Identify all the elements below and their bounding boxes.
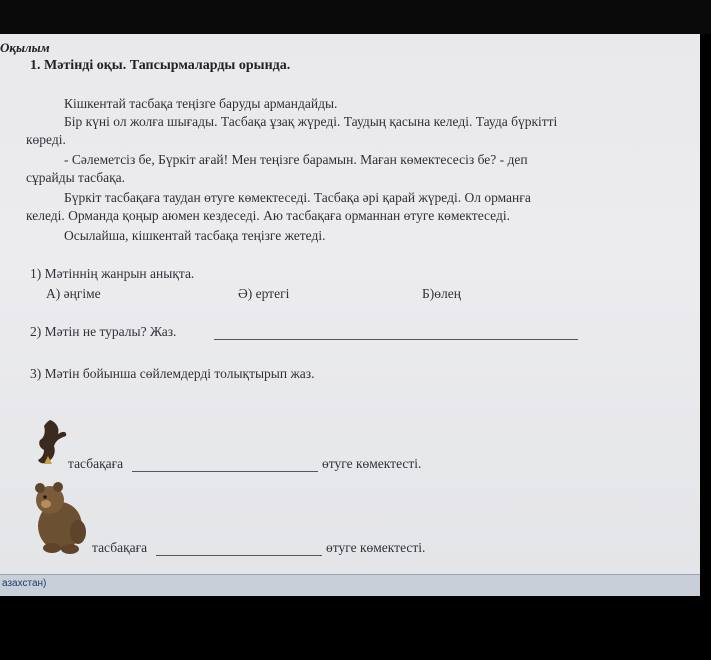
fill-in-2-blank[interactable] [156,555,322,556]
fill-in-2-end: өтуге көмектесті. [326,540,426,555]
question-1: 1) Мәтіннің жанрын анықта. [30,266,195,281]
fill-in-1-start: тасбақаға [68,456,124,471]
section-header: Оқылым [0,40,50,55]
worksheet-page [0,34,700,574]
story-line: Осылайша, кішкентай тасбақа теңізге жетеді. [64,228,326,243]
story-line: - Сәлеметсіз бе, Бүркіт ағай! Мен теңізге барамын. Маған көмектесесіз бе? - деп [64,152,528,167]
story-line: келеді. Орманда қоңыр аюмен кездеседі. Аю тасбақаға орманнан өтуге көмектеседі. [26,208,510,223]
fill-in-1-end: өтуге көмектесті. [322,456,422,471]
story-line: көреді. [26,132,66,147]
fill-in-1-blank[interactable] [132,471,318,472]
question-2: 2) Мәтін не туралы? Жаз. [30,324,177,339]
eagle-icon [34,418,68,466]
story-line: сұрайды тасбақа. [26,170,126,185]
option-a: А) әңгіме [46,286,101,301]
story-line: Кішкентай тасбақа теңізге баруды армандайды. [64,96,338,111]
status-bar [0,574,700,597]
task-title: 1. Мәтінді оқы. Тапсырмаларды орында. [30,58,291,73]
status-text: азахстан) [2,578,47,589]
bear-icon [30,480,88,554]
story-line: Бір күні ол жолға шығады. Тасбақа ұзақ жүреді. Таудың қасына келеді. Тауда бүркітті [64,114,558,129]
story-line: Бүркіт тасбақаға таудан өтуге көмектеседі. Тасбақа әрі қарай жүреді. Ол орманға [64,190,531,205]
top-dark-border [0,0,711,34]
bottom-dark-border [0,596,711,660]
fill-in-2-start: тасбақаға [92,540,148,555]
question-3: 3) Мәтін бойынша сөйлемдерді толықтырып жаз. [30,366,315,381]
answer-line[interactable] [214,339,578,340]
option-b: Б)өлең [422,286,461,301]
option-ae: Ә) ертегі [238,286,290,301]
